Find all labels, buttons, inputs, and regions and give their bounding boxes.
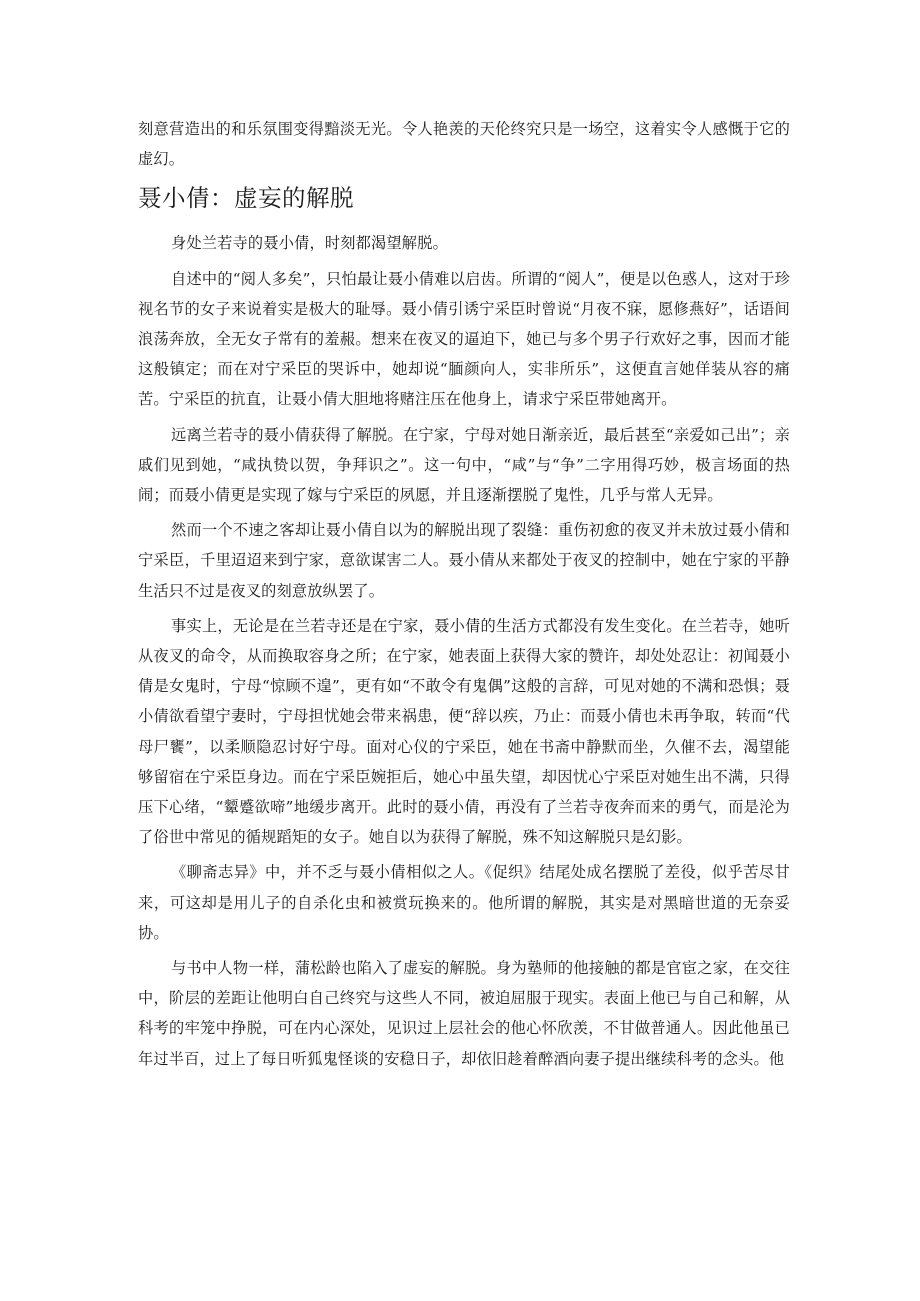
paragraph-3: 远离兰若寺的聂小倩获得了解脱。在宁家，宁母对她日渐亲近，最后甚至“亲爱如己出”；亲戚们见到她，“咸执贽以贺，争拜识之”。这一句中，“咸”与“争”二字用得巧妙，极言场面的热闹；而聂小倩更是实现了嫁与宁采臣的夙愿，并且逐渐摆脱了鬼性，几乎与常人无异。 xyxy=(138,425,790,505)
section-heading: 聂小倩：虚妄的解脱 xyxy=(138,184,354,213)
paragraph-6: 《聊斋志异》中，并不乏与聂小倩相似之人。《促织》结尾处成名摆脱了差役，似乎苦尽甘来，可这却是用儿子的自杀化虫和被赏玩换来的。他所谓的解脱，其实是对黑暗世道的无奈妥协。 xyxy=(138,863,790,942)
paragraph-5: 事实上，无论是在兰若寺还是在宁家，聂小倩的生活方式都没有发生变化。在兰若寺，她听从夜叉的命令，从而换取容身之所；在宁家，她表面上获得大家的赞许，却处处忍让：初闻聂小倩是女鬼时，宁母“惊顾不遑”，更有如“不敢令有鬼偶”这般的言辞，可见对她的不满和恐惧；聂小倩欲看望宁妻时，宁母担忧她会带来祸患，便“辞以疾，乃止：而聂小倩也未再争取，转而“代母尸饔”，以柔顺隐忍讨好宁母。面对心仪的宁采臣，她在书斋中静默而坐，久催不去，渴望能够留宿在宁采臣身边。而在宁采臣婉拒后，她心中虽失望，却因忧心宁采臣对她生出不满，只得压下心绪，“颦蹙欲啼”地缓步离开。此时的聂小倩，再没有了兰若寺夜奔而来的勇气，而是沦为了俗世中常见的循规蹈矩的女子。她自以为获得了解脱，殊不知这解脱只是幻影。 xyxy=(138,616,790,847)
paragraph-7: 与书中人物一样，蒲松龄也陷入了虚妄的解脱。身为塾师的他接触的都是官宦之家，在交往中，阶层的差距让他明白自己终究与这些人不同，被迫屈服于现实。表面上他已与自己和解，从科考的牢笼中挣脱，可在内心深处，见识过上层社会的他心怀欣羡，不甘做普通人。因此他虽已年过半百，过上了每日听狐鬼怪谈的安稳日子，却依旧趁着醉酒向妻子提出继续科考的念头。他 xyxy=(138,959,790,1068)
paragraph-1: 身处兰若寺的聂小倩，时刻都渴望解脱。 xyxy=(171,234,448,253)
paragraph-4: 然而一个不速之客却让聂小倩自以为的解脱出现了裂缝：重伤初愈的夜叉并未放过聂小倩和宁采臣，千里迢迢来到宁家，意欲谋害二人。聂小倩从来都处于夜叉的控制中，她在宁家的平静生活只不过是夜叉的刻意放纵罢了。 xyxy=(138,521,790,600)
paragraph-2: 自述中的“阅人多矣”，只怕最让聂小倩难以启齿。所谓的“阅人”，便是以色惑人，这对于珍视名节的女子来说着实是极大的耻辱。聂小倩引诱宁采臣时曾说“月夜不寐，愿修燕好”，话语间浪荡奔放，全无女子常有的羞赧。想来在夜叉的逼迫下，她已与多个男子行欢好之事，因而才能这般镇定；而在对宁采臣的哭诉中，她却说“腼颜向人，实非所乐”，这便直言她佯装从容的痛苦。宁采臣的抗直，让聂小倩大胆地将赌注压在他身上，请求宁采臣带她离开。 xyxy=(138,269,790,409)
document-page xyxy=(138,114,790,1074)
intro-paragraph: 刻意营造出的和乐氛围变得黯淡无光。令人艳羡的天伦终究只是一场空，这着实令人感慨于它的虚幻。 xyxy=(138,120,790,169)
